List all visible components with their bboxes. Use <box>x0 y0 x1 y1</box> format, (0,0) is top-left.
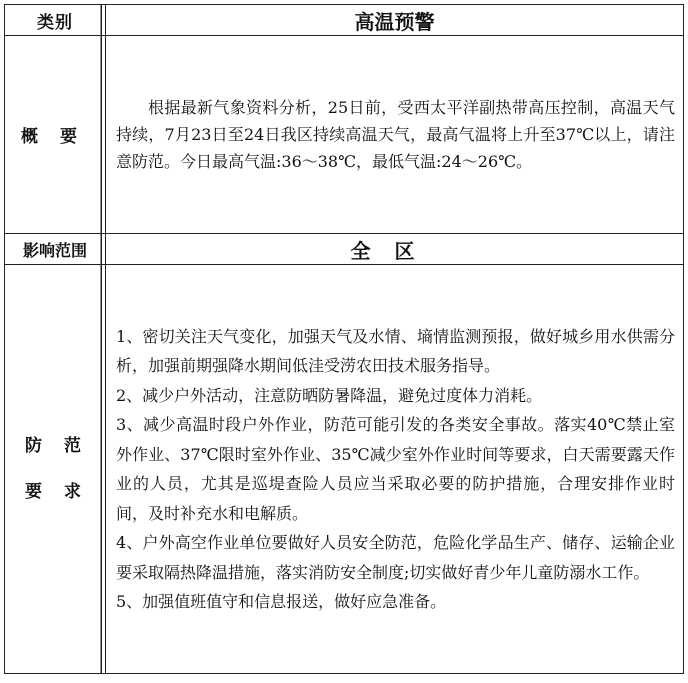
summary-text: 根据最新气象资料分析，25日前，受西太平洋副热带高压控制，高温天气持续，7月23日至24日我区持续高温天气，最高气温将上升至37℃以上，请注意防范。今日最高气温:36～38℃，最低气温:24～26℃。 <box>116 98 675 171</box>
scope-label: 影响范围 <box>5 234 106 265</box>
summary-label-cell <box>5 36 106 234</box>
requirement-item-5: 5、加强值班值守和信息报送，做好应急准备。 <box>116 592 447 611</box>
requirements-label-line1: 防范 <box>25 436 103 456</box>
requirements-label-cell <box>5 265 106 674</box>
requirement-item-4: 4、户外高空作业单位要做好人员安全防范，危险化学品生产、储存、运输企业要采取隔热降温措施，落实消防安全制度;切实做好青少年儿童防溺水工作。 <box>116 533 675 582</box>
scope-cell <box>106 234 684 265</box>
category-label: 类别 <box>5 5 106 36</box>
warning-title-text: 高温预警 <box>354 9 435 34</box>
summary-label: 概要 <box>21 127 99 147</box>
summary-row <box>5 36 684 234</box>
scope-row <box>5 234 684 265</box>
requirement-item-3: 3、减少高温时段户外作业，防范可能引发的各类安全事故。落实40℃禁止室外作业、37℃限时室外作业、35℃减少室外作业时间等要求，白天需要露天作业的人员，尤其是巡堤查险人员应当采取必要的防护措施，合理安排作业时间，及时补充水和电解质。 <box>116 415 675 523</box>
requirements-label-line2: 要求 <box>25 482 103 502</box>
requirements-cell <box>106 265 684 674</box>
requirement-item-1: 1、密切关注天气变化，加强天气及水情、墒情监测预报，做好城乡用水供需分析，加强前期强降水期间低洼受涝农田技术服务指导。 <box>116 326 675 375</box>
title-row <box>5 5 684 36</box>
requirements-row <box>5 265 684 674</box>
requirement-item-2: 2、减少户外活动，注意防晒防暑降温，避免过度体力消耗。 <box>116 385 543 405</box>
warning-title <box>106 5 684 36</box>
scope-value: 全区 <box>350 238 439 263</box>
requirements-list <box>106 318 683 621</box>
summary-cell <box>106 36 684 234</box>
warning-notice-table <box>4 4 684 674</box>
